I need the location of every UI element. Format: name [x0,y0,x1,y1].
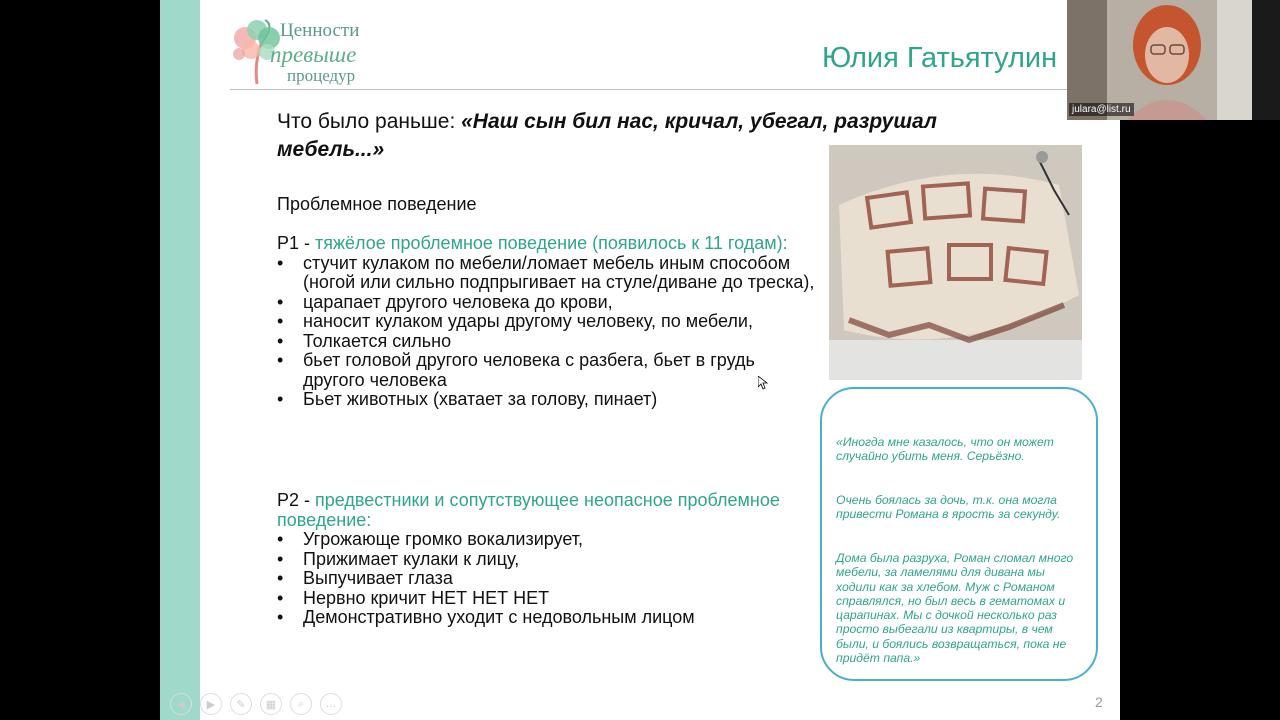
author-name: Юлия Гатьятулин [822,42,1058,74]
slides-icon[interactable]: ▦ [260,693,282,715]
mouse-cursor-icon [758,376,768,390]
p2-title [277,491,817,530]
list-item: • Толкается сильно [277,332,817,352]
list-item: • бьет головой другого человека с разбега, бьет в грудь другого человека [277,351,817,390]
list-item: • Демонстративно уходит с недовольным лицом [277,608,817,628]
presentation-slide [160,0,1120,720]
logo-line-1: Ценности [280,20,360,41]
more-icon[interactable]: … [320,693,342,715]
pen-icon[interactable]: ✎ [230,693,252,715]
p2-title-text: предвестники и сопутствующее неопасное проблемное поведение: [277,490,780,530]
p2-block [277,491,817,628]
list-item: • Бьет животных (хватает за голову, пинает) [277,390,817,410]
p1-block [277,234,817,410]
p2-prefix: Р2 - [277,490,316,510]
list-item: • Нервно кричит НЕТ НЕТ НЕТ [277,589,817,609]
webcam-user-label: julara@list.ru [1069,103,1134,116]
webcam-video [1067,0,1252,120]
quote-text: Дома была разруха, Роман сломал много мебели, за ламелями для дивана мы ходили как за хлебом. Муж с Романом справлялся, но был весь в гематомах и царапинах. Мы с дочкой несколько раз просто выбегали из квартиры, в чем были, и боялись возвращаться, пока не придёт папа.» [836,551,1074,666]
next-icon[interactable]: ▶ [200,693,222,715]
list-item: • царапает другого человека до крови, [277,293,817,313]
quote-text: «Иногда мне казалось, что он может случайно убить меня. Серьёзно. [836,435,1054,464]
p1-title [277,234,817,254]
slide-left-bar [160,0,200,720]
list-item: • наносит кулаком удары другому человеку, по мебели, [277,312,817,332]
presenter-toolbar [170,693,342,715]
prev-icon[interactable]: ◀ [170,693,192,715]
p1-list [277,254,817,410]
p1-prefix: Р1 - [277,233,316,253]
header-divider [230,89,1120,90]
p2-list [277,530,817,628]
p1-title-text: тяжёлое проблемное поведение (появилось к 11 годам): [315,233,788,253]
list-item: • стучит кулаком по мебели/ломает мебель иным способом (ногой или сильно подпрыгивает на стуле/диване до треска), [277,254,817,293]
list-item: • Угрожающе громко вокализирует, [277,530,817,550]
heading-quote: «Наш сын бил нас, кричал, убегал, разрушал мебель...» [277,110,937,161]
list-item: • Прижимает кулаки к лицу, [277,550,817,570]
heading-prefix: Что было раньше: [277,110,462,133]
webcam-side-strip [1252,0,1280,120]
quote-text: Очень боялась за дочь, т.к. она могла привести Романа в ярость за секунду. [836,493,1061,522]
couch-photo [829,145,1082,380]
logo-line-2: превыше [270,42,357,67]
zoom-icon[interactable]: ⌕ [290,693,312,715]
webcam-thumbnail[interactable] [1067,0,1252,120]
list-item: • Выпучивает глаза [277,569,817,589]
section-title: Проблемное поведение [277,194,477,214]
logo-line-3: процедур [287,66,356,85]
page-number: 2 [1095,694,1103,710]
